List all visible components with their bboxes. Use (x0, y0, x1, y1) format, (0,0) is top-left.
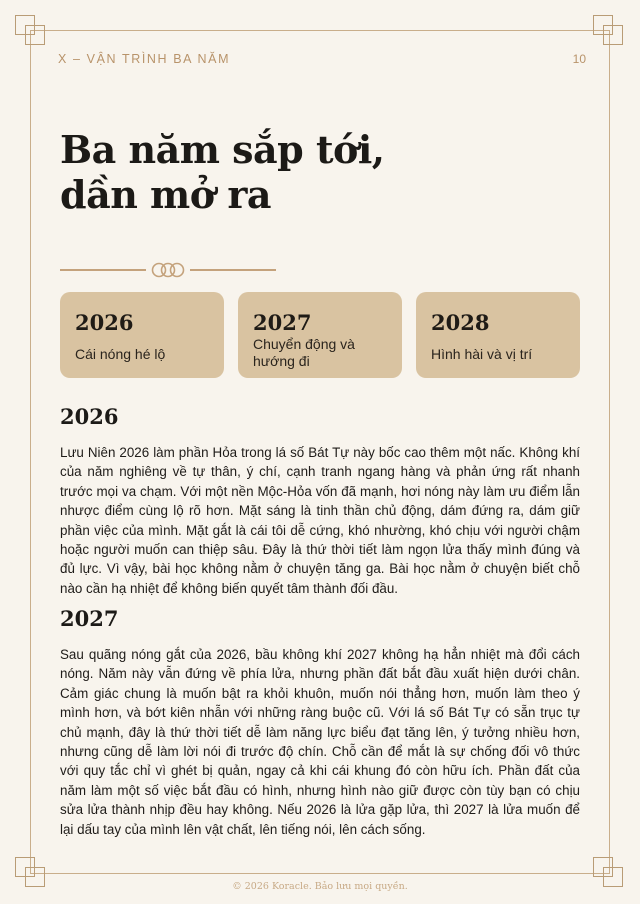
year-card-caption: Hình hài và vị trí (431, 346, 533, 362)
year-card-year: 2028 (431, 310, 490, 335)
year-card-2028 (416, 292, 580, 378)
year-card-caption: Chuyển động và hướng đi (253, 336, 355, 369)
copyright-footer: © 2026 Koracle. Bảo lưu mọi quyền. (232, 881, 408, 892)
corner-ornament-top-right (593, 15, 627, 49)
year-card-caption: Cái nóng hé lộ (75, 346, 166, 362)
corner-ornament-top-left (15, 15, 49, 49)
year-card-2026 (60, 292, 224, 378)
year-cards (60, 292, 580, 378)
section-body-2026: Lưu Niên 2026 làm phần Hỏa trong lá số Bát Tự này bốc cao thêm một nấc. Không khí của năm nghiêng về tự thân, ý chí, cạnh tranh ngang hàng và phản ứng rất nhanh trước mọi va chạm. Với một nền Mộc-Hỏa vốn đã mạnh, hơi nóng này làm ưu điểm lẫn nhược điểm cùng lộ rõ hơn. Mặt sáng là tinh thần chủ động, dám đứng ra, dám giữ phần việc của mình. Mặt gắt là cái tôi dễ cứng, khó nhường, khó chịu với người chậm hoặc người muốn can thiệp sâu. Đây là thứ thời tiết làm ngọn lửa thấy mình đúng và đủ lực. Vì vậy, bài học không nằm ở chuyện tăng ga. Bài học nằm ở chuyện biết chỗ nào cần hạ nhiệt để không biến quyết tâm thành đối đầu. (60, 445, 580, 596)
rings-icon (150, 260, 186, 280)
section-body-2027: Sau quãng nóng gắt của 2026, bầu không khí 2027 không hạ hẳn nhiệt mà đổi cách nóng. Năm này vẫn đứng về phía lửa, nhưng phần đất bắt đầu xuất hiện dưới chân. Cảm giác chung là muốn bật ra khỏi khuôn, muốn nói thẳng hơn, muốn làm theo ý mình hơn, và bớt kiên nhẫn với những ràng buộc cũ. Với lá số Bát Tự có sẵn trục tự chủ mạnh, đây là thứ thời tiết dễ làm năng lực biểu đạt tăng lên, ý tưởng nhiều hơn, nhưng cũng dễ làm lời nói đi trước độ chín. Chỗ cần để mắt là sự chống đối vô thức với quy tắc chỉ vì ghét bị quản, ngay cả khi cái khung đó còn hữu ích. Phần đất của năm làm một số việc bắt đầu có hình, nhưng hình nào giữ được còn tùy bạn có chịu sửa lửa thành nhịp đều hay không. Nếu 2026 là lửa gặp lửa, thì 2027 là lửa muốn để lại dấu tay của mình lên vật chất, lên tiếng nói, lên cách sống. (60, 647, 580, 837)
chapter-label: X – VẬN TRÌNH BA NĂM (58, 52, 231, 66)
page-number: 10 (572, 52, 586, 66)
section-heading-2027: 2027 (60, 606, 119, 631)
year-card-year: 2026 (75, 310, 134, 335)
page-title (60, 127, 385, 217)
section-heading-2026: 2026 (60, 404, 119, 429)
year-card-2027 (238, 292, 402, 378)
year-card-year: 2027 (253, 310, 312, 335)
divider-ornament (60, 258, 276, 282)
title-line-2: dần mở ra (60, 172, 271, 217)
title-line-1: Ba năm sắp tới, (60, 127, 385, 172)
